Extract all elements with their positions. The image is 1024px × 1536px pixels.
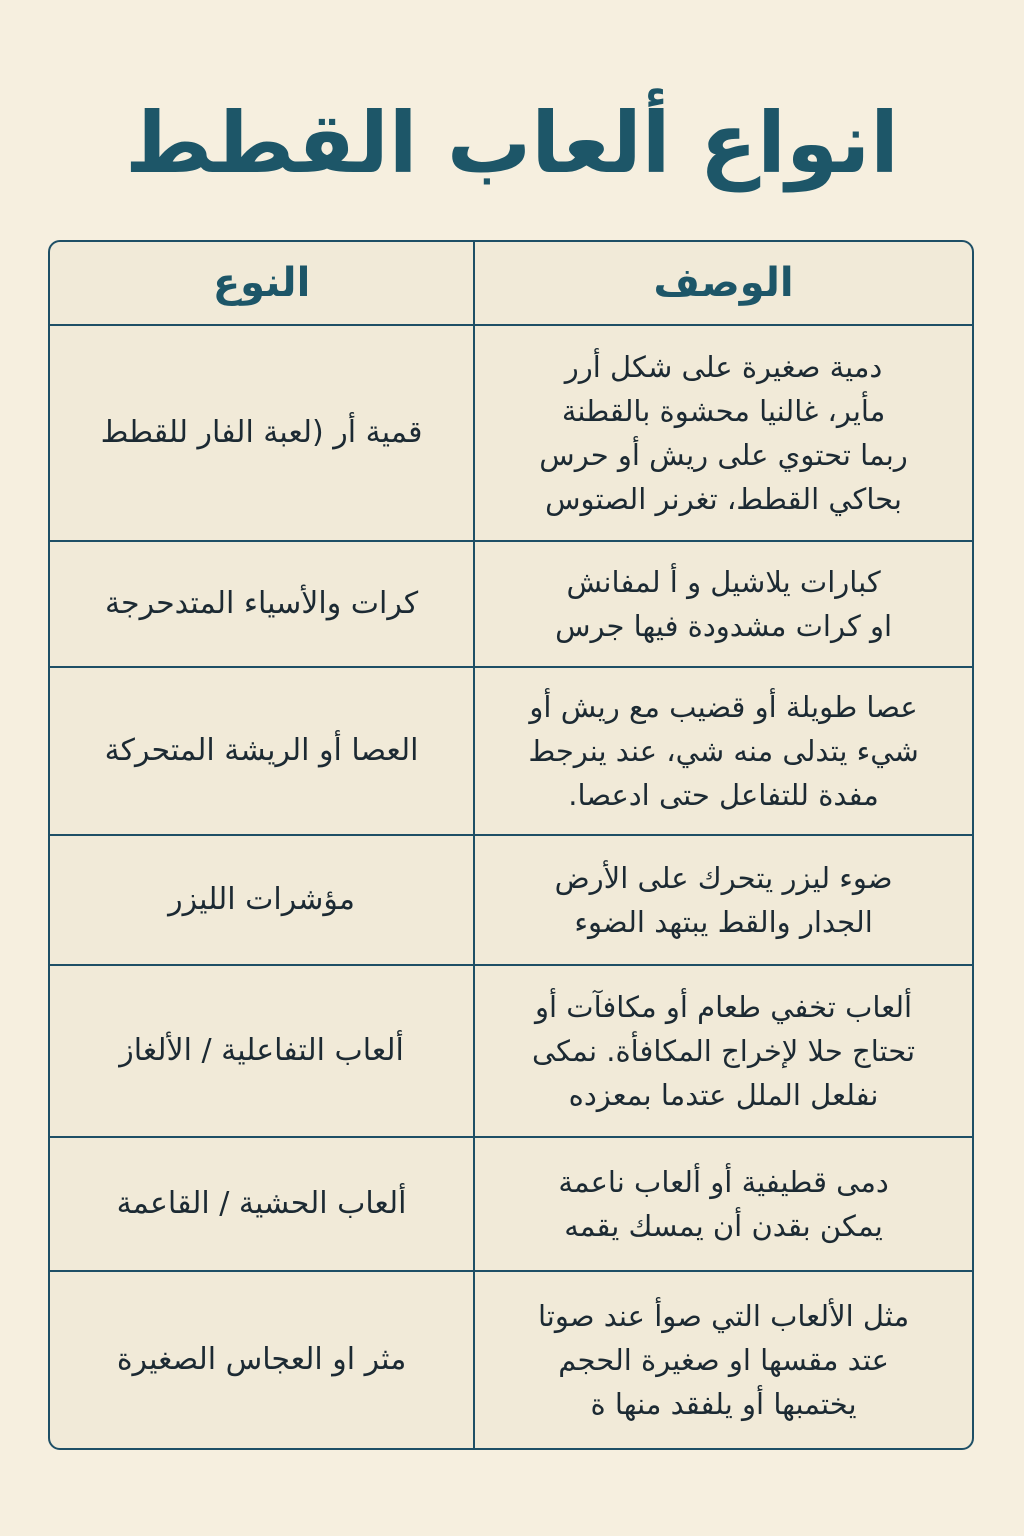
description-line: مأير، غالنيا محشوة بالقطنة	[561, 394, 886, 428]
description-line: الجدار والقط يبتهد الضوء	[574, 905, 873, 939]
description-line: دمية صغيرة على شكل أرر	[564, 350, 883, 384]
description-cell	[474, 541, 972, 667]
description-line: عتد مقسها او صغيرة الحجم	[558, 1343, 889, 1377]
description-cell	[474, 1271, 972, 1448]
type-cell: العصا أو الريشة المتحركة	[50, 667, 474, 835]
type-cell: ألعاب التفاعلية / الألغاز	[50, 965, 474, 1137]
description-line: نفلعل الملل عتدما بمعزده	[568, 1078, 879, 1112]
description-cell	[474, 325, 972, 541]
table-row	[50, 835, 972, 965]
description-line: ألعاب تخفي طعام أو مكافآت أو	[534, 990, 913, 1024]
description-cell	[474, 667, 972, 835]
description-line: يمكن بقدن أن يمسك يقمه	[564, 1209, 883, 1243]
description-line: كبارات يلاشيل و أ لمفانش	[566, 565, 881, 599]
description-line: شيء يتدلى منه شي، عند ينرجط	[528, 734, 919, 768]
type-cell: قمية أر (لعبة الفار للقطط	[50, 325, 474, 541]
description-line: مثل الألعاب التي صوأ عند صوتا	[537, 1299, 910, 1333]
table-row	[50, 965, 972, 1137]
type-cell: مثر او العجاس الصغيرة	[50, 1271, 474, 1448]
description-line: دمى قطيفية أو ألعاب ناعمة	[558, 1165, 889, 1199]
table-header-row	[50, 242, 972, 325]
table	[50, 242, 972, 1448]
table-row	[50, 1137, 972, 1271]
description-line: يختمبها أو يلفقد منها ة	[590, 1387, 857, 1421]
description-line: بحاكي القطط، تغرنر الصتوس	[545, 482, 902, 516]
table-row	[50, 667, 972, 835]
type-cell: ألعاب الحشية / القاعمة	[50, 1137, 474, 1271]
type-cell: كرات والأسياء المتدحرجة	[50, 541, 474, 667]
table-row	[50, 1271, 972, 1448]
description-line: او كرات مشدودة فيها جرس	[555, 609, 893, 643]
type-cell: مؤشرات الليزر	[50, 835, 474, 965]
header-description: الوصف	[474, 242, 972, 325]
description-line: ربما تحتوي على ريش أو حرس	[539, 438, 908, 472]
description-cell	[474, 1137, 972, 1271]
header-type: النوع	[50, 242, 474, 325]
description-line: تحتاج حلا لإخراج المكافأة. نمكى	[532, 1034, 916, 1068]
description-line: مفدة للتفاعل حتى ادعصا.	[568, 778, 879, 812]
cat-toys-table	[48, 240, 974, 1450]
description-line: عصا طويلة أو قضيب مع ريش أو	[529, 690, 918, 724]
description-cell	[474, 965, 972, 1137]
description-line: ضوء ليزر يتحرك على الأرض	[554, 861, 893, 895]
description-cell	[474, 835, 972, 965]
page-title: انواع ألعاب القطط	[125, 94, 899, 192]
table-row	[50, 325, 972, 541]
table-row	[50, 541, 972, 667]
